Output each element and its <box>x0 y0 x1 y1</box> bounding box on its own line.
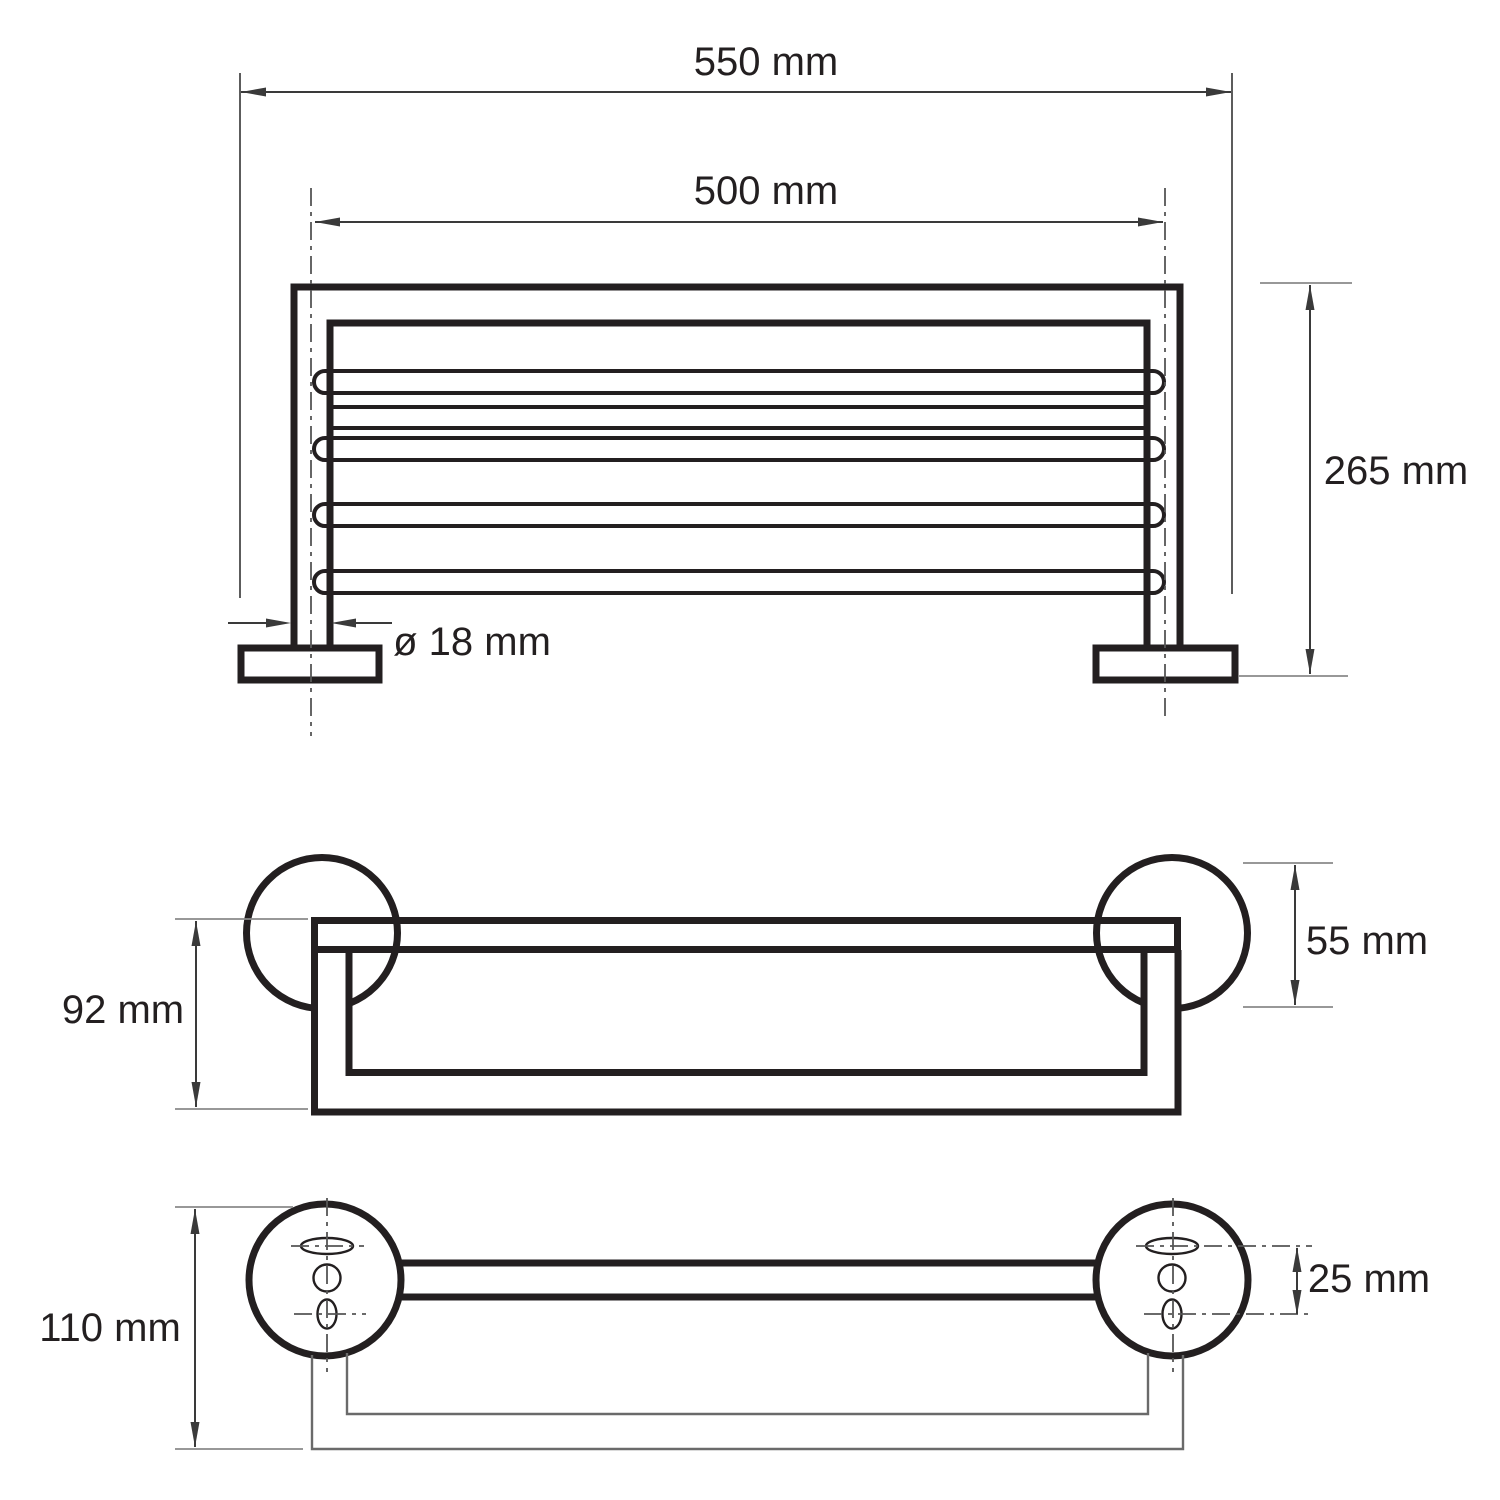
dim-550-label: 550 mm <box>693 40 839 84</box>
arrowhead-18-left <box>266 619 291 628</box>
arrowhead-55-top <box>1291 865 1300 890</box>
loop-projection-inner <box>347 1353 1148 1414</box>
towel-bar-2 <box>314 438 1164 460</box>
bottom-plan-view <box>39 1198 1430 1449</box>
mount-plate-right <box>1096 1204 1248 1356</box>
dim-92-label: 92 mm <box>61 988 185 1032</box>
mount-plate-left <box>249 1204 401 1356</box>
arrowhead-265-bottom <box>1306 649 1315 674</box>
towel-bar-3 <box>314 504 1164 526</box>
dim-110-label: 110 mm <box>39 1306 181 1350</box>
arrowhead-110-bottom <box>191 1422 200 1447</box>
dim-500-label: 500 mm <box>693 169 839 213</box>
arrowhead-265-top <box>1306 285 1315 310</box>
loop-projection-outer <box>312 1355 1183 1449</box>
arrowhead-500-right <box>1138 218 1163 227</box>
arrowhead-25-bottom <box>1293 1290 1302 1315</box>
arrowhead-500-left <box>315 218 340 227</box>
arrowhead-550-right <box>1206 88 1231 97</box>
arrowhead-18-right <box>331 619 356 628</box>
dim-265-label: 265 mm <box>1323 449 1469 493</box>
arrowhead-55-bottom <box>1291 980 1300 1005</box>
dim-18-label: ø 18 mm <box>393 620 551 664</box>
dim-25-label: 25 mm <box>1307 1257 1431 1301</box>
mount-foot-left <box>241 648 379 680</box>
hole-round-right <box>1159 1265 1186 1292</box>
arrowhead-92-bottom <box>192 1082 201 1107</box>
towel-bar-1 <box>314 371 1164 393</box>
arrowhead-25-top <box>1293 1247 1302 1272</box>
shelf-bar-profile <box>315 921 1178 950</box>
arrowhead-550-left <box>241 88 266 97</box>
dim-55-label: 55 mm <box>1305 919 1429 963</box>
side-profile-view <box>62 858 1428 1116</box>
towel-bar-4 <box>314 571 1164 593</box>
towel-loop-inner-outline <box>349 951 1144 1073</box>
arrowhead-92-top <box>192 921 201 946</box>
arrowhead-110-top <box>191 1209 200 1234</box>
towel-loop-fill <box>311 949 1182 1116</box>
front-view <box>228 40 1468 736</box>
